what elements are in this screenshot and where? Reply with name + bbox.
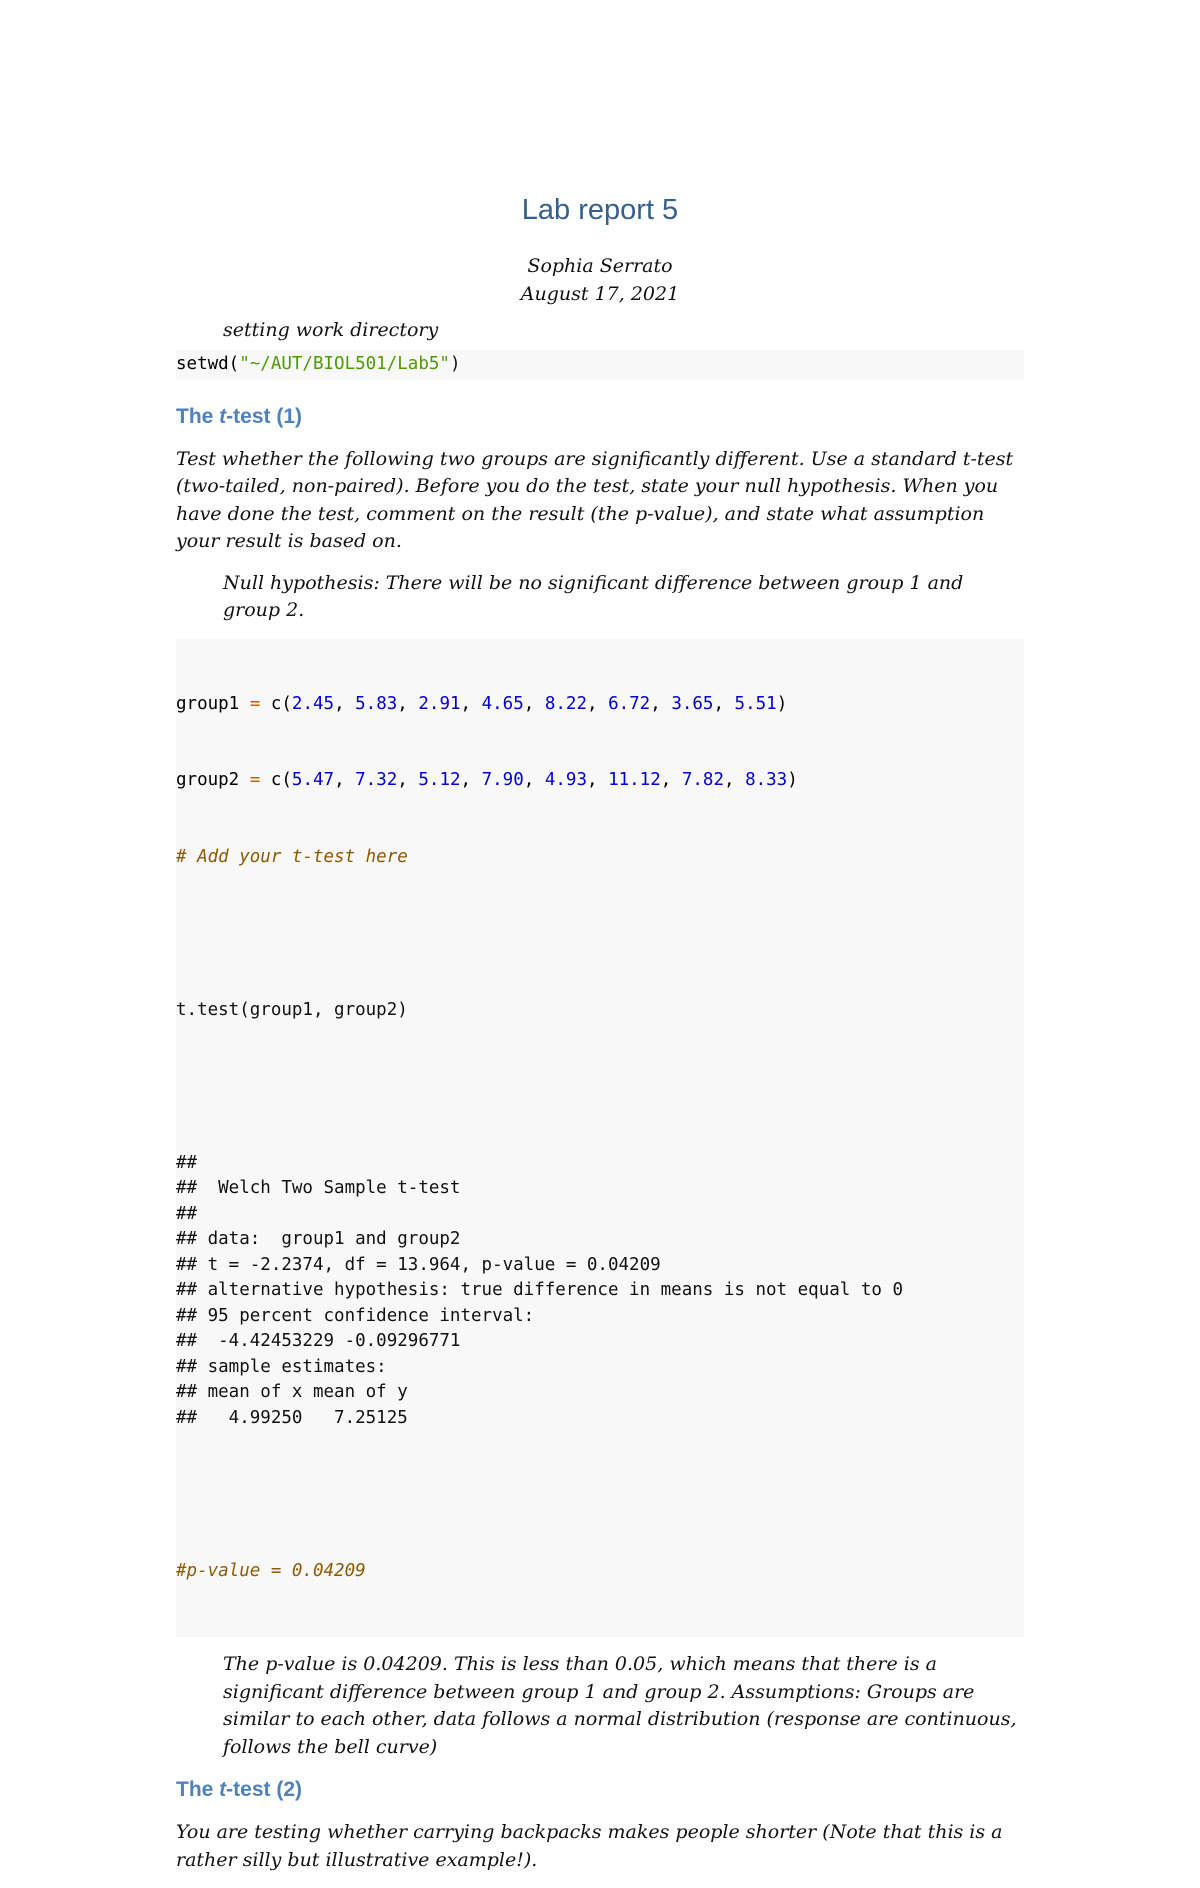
numeric-value: 7.82 xyxy=(681,770,724,790)
ttest-output xyxy=(176,1151,1024,1432)
ttest-2-instructions: You are testing whether carrying backpacks makes people shorter (Note that this is a rather silly but illustrative example!). xyxy=(176,1821,1003,1871)
pvalue-comment: #p-value = 0.04209 xyxy=(176,1560,366,1581)
setwd-line xyxy=(176,352,1024,378)
section-heading-ttest-1: The t-test (1) xyxy=(176,404,303,428)
document-page xyxy=(176,190,1024,1888)
numeric-value: 7.90 xyxy=(481,770,524,790)
numeric-value: 11.12 xyxy=(608,770,661,790)
output-line: ## alternative hypothesis: true difference in means is not equal to 0 xyxy=(176,1280,903,1300)
numeric-value: 8.22 xyxy=(544,693,587,714)
output-line: ## xyxy=(176,1203,198,1224)
ttest-1-conclusion: The p-value is 0.04209. This is less than 0.05, which means that there is a significant difference between group 1 and group 2. Assumptions: Groups are similar to each other, data follows a normal distribution (response are continuous, follows the bell curve) xyxy=(223,1653,1017,1758)
setwd-function: setwd( xyxy=(176,354,240,374)
setup-note: setting work directory xyxy=(223,319,439,341)
blank-line xyxy=(176,1482,1024,1508)
setwd-path-string: "~/AUT/BIOL501/Lab5" xyxy=(239,354,450,374)
output-line: ## t = -2.2374, df = 13.964, p-value = 0.04209 xyxy=(176,1254,661,1275)
add-ttest-comment: # Add your t-test here xyxy=(176,846,408,867)
numeric-value: 4.93 xyxy=(544,770,587,790)
numeric-value: 5.47 xyxy=(291,770,335,790)
setwd-close: ) xyxy=(449,354,461,374)
variable-name: group2 xyxy=(176,770,240,790)
numeric-value: 5.12 xyxy=(418,770,461,790)
output-line: ## Welch Two Sample t-test xyxy=(176,1178,461,1198)
output-line: ## data: group1 and group2 xyxy=(176,1229,461,1249)
page-title: Lab report 5 xyxy=(521,194,679,226)
blank-line xyxy=(176,1074,1024,1100)
output-line: ## 4.99250 7.25125 xyxy=(176,1407,408,1428)
group2-assignment: group2 = c(5.47, 7.32, 5.12, 7.90, 4.93, 11.12, 7.82, 8.33) xyxy=(176,770,798,790)
report-date: August 17, 2021 xyxy=(520,283,680,305)
ttest-code-block xyxy=(176,639,1024,1638)
blank-line xyxy=(176,921,1024,947)
numeric-value: 5.83 xyxy=(355,693,398,714)
numeric-value: 7.32 xyxy=(355,770,398,790)
numeric-value: 3.65 xyxy=(671,693,714,714)
numeric-value: 8.33 xyxy=(745,770,788,790)
section-heading-ttest-2: The t-test (2) xyxy=(176,1778,303,1801)
numeric-value: 6.72 xyxy=(608,693,651,714)
output-line: ## 95 percent confidence interval: xyxy=(176,1305,535,1326)
author-name: Sophia Serrato xyxy=(527,255,673,277)
output-line: ## -4.42453229 -0.09296771 xyxy=(176,1331,461,1351)
ttest-1-instructions: Test whether the following two groups are significantly different. Use a standard t-test (two-tailed, non-paired). Before you do the test, state your null hypothesis. When you have done the test, comment on the result (the p-value), and state what assumption your result is based on. xyxy=(176,447,1014,552)
ttest-call: t.test(group1, group2) xyxy=(176,999,408,1020)
output-line: ## mean of x mean of y xyxy=(176,1382,408,1402)
numeric-value: 2.45 xyxy=(291,693,335,714)
group1-assignment: group1 = c(2.45, 5.83, 2.91, 4.65, 8.22, 6.72, 3.65, 5.51) xyxy=(176,693,788,714)
output-line: ## xyxy=(176,1152,198,1173)
setwd-code-block xyxy=(176,350,1024,380)
output-line: ## sample estimates: xyxy=(176,1356,387,1377)
numeric-value: 5.51 xyxy=(734,693,777,714)
null-hypothesis: Null hypothesis: There will be no significant difference between group 1 and group 2. xyxy=(223,571,964,621)
variable-name: group1 xyxy=(176,693,240,714)
numeric-value: 4.65 xyxy=(481,693,524,714)
numeric-value: 2.91 xyxy=(418,693,461,714)
